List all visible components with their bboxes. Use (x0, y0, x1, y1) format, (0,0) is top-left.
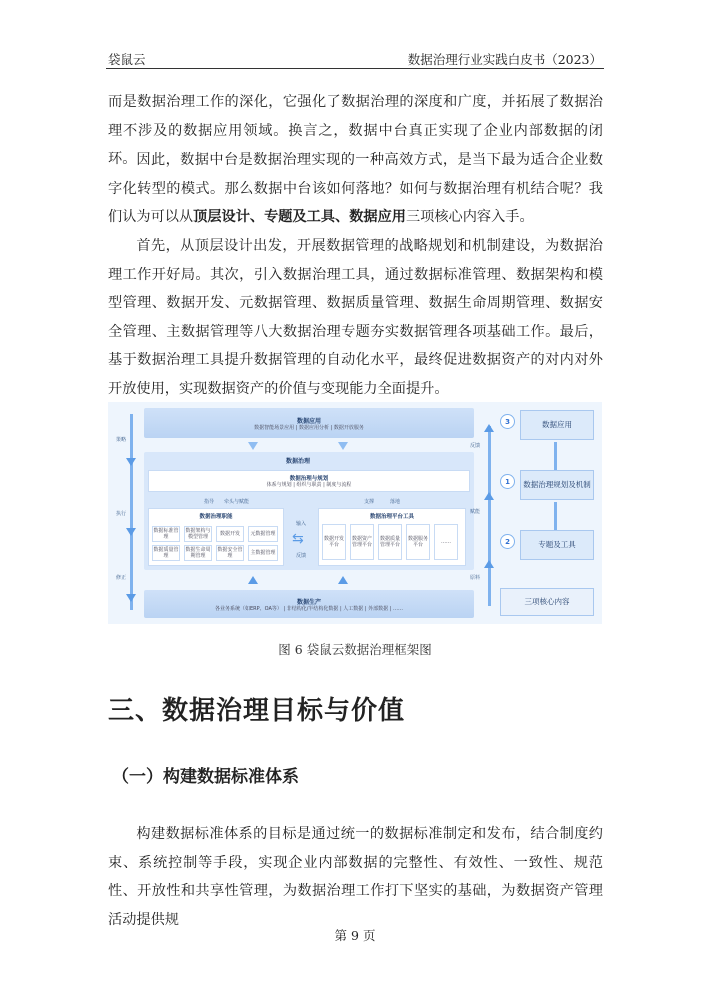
duty-item: 数据标准管理 (153, 528, 179, 540)
arrow-up-icon (484, 424, 494, 432)
duty-item: 主数据管理 (248, 545, 278, 561)
arrow-up-icon (248, 576, 258, 584)
guide-label: 指导 (204, 499, 215, 505)
duty-title: 数据治理职能 (199, 514, 233, 520)
tool-item: 数据开发平台 (322, 524, 346, 560)
tool-item: 数据资产管理平台 (350, 524, 374, 560)
subsection-heading: （一）构建数据标准体系 (112, 767, 299, 787)
step-number-1: 1 (500, 474, 515, 489)
supply-label: 落地 (390, 499, 401, 505)
step-number-2: 2 (500, 534, 515, 549)
left-label-strategy: 策略 (116, 437, 127, 443)
paragraph-2-bold: 顶层设计、专题及工具、数据应用 (193, 209, 406, 226)
plan-sub: 体系与规划 | 组织与职责 | 制度与流程 (266, 482, 352, 488)
duty-item: 元数据管理 (248, 526, 278, 542)
app-layer-title: 数据应用 (296, 417, 321, 425)
production-title: 数据生产 (296, 598, 321, 606)
right-box-tools: 专题及工具 (520, 530, 594, 560)
input-label: 输入 (296, 521, 307, 527)
tool-item: …… (434, 524, 458, 560)
right-connector (554, 502, 557, 530)
governance-framework-figure (108, 402, 602, 624)
mid-label-material: 原料 (470, 575, 481, 581)
header-doc-title: 数据治理行业实践白皮书（2023） (407, 52, 602, 67)
paragraph-4-text: 构建数据标准体系的目标是通过统一的数据标准制定和发布，结合制度约束、系统控制等手段，实现企业内部数据的完整性、有效性、一致性、规范性、开放性和共享性管理，为数据治理工作打下坚实的基础，为数据资产管理活动提供规 (108, 826, 603, 928)
production-layer (144, 590, 474, 618)
paragraph-2-text-a: 因此，数据中台是数据治理实现的一种高效方式，是当下最为适合企业数字化转型的模式。那么数据中台该如何落地？如何与数据治理有机结合呢？我们认为可以从 (108, 152, 603, 226)
paragraph-1-text: 而是数据治理工作的深化，它强化了数据治理的深度和广度，并拓展了数据治理不涉及的数据应用领域。换言之，数据中台真正实现了企业内部数据的闭环。 (108, 94, 603, 168)
arrow-down-icon (126, 594, 136, 602)
paragraph-2 (108, 146, 603, 232)
arrow-up-icon (338, 576, 348, 584)
step-number-3: 3 (500, 414, 515, 429)
duty-item: 数据安全管理 (217, 547, 243, 559)
support-label: 支撑 (364, 499, 375, 505)
right-box-app: 数据应用 (520, 410, 594, 440)
arrow-down-icon (248, 442, 258, 450)
paragraph-2-text-b: 三项核心内容入手。 (405, 209, 534, 226)
duty-item: 数据开发 (216, 526, 244, 542)
tool-item: 数据服务平台 (406, 524, 430, 560)
header-company: 袋鼠云 (108, 52, 146, 67)
arrow-down-icon (126, 458, 136, 466)
right-connector (554, 442, 557, 470)
arrow-up-icon (484, 492, 494, 500)
section-heading: 三、数据治理目标与价值 (108, 696, 406, 726)
left-label-revise: 修正 (116, 575, 127, 581)
feedback-label: 反馈 (296, 553, 307, 559)
tool-item: 数据质量管理平台 (378, 524, 402, 560)
right-flow-line (488, 426, 491, 606)
app-layer-sub: 数据智能场景应用 | 数据应用分析 | 数据开放服务 (254, 424, 364, 431)
plan-box (148, 470, 470, 492)
governance-title: 数据治理 (286, 458, 311, 465)
core-content-box: 三项核心内容 (500, 588, 594, 616)
paragraph-3-text: 首先，从顶层设计出发，开展数据管理的战略规划和机制建设，为数据治理工作开好局。其次，引入数据治理工具，通过数据标准管理、数据架构和模型管理、数据开发、元数据管理、数据质量管理、数据生命周期管理、数据安全管理、主数据管理等八大数据治理专题夯实数据管理各项基础工作。最后，基于数据治理工具提升数据管理的自动化水平，最终促进数据资产的对内对外开放使用，实现数据资产的价值与变现能力全面提升。 (108, 238, 603, 397)
plan-title: 数据治理与规划 (289, 476, 329, 482)
right-box-planning: 数据治理规划及机制 (520, 470, 594, 500)
lead-label: 牵头与赋能 (224, 499, 250, 505)
arrow-up-icon (484, 560, 494, 568)
production-sub: 各业务系统（如ERP、OA等） | 非结构化/半结构化数据 | 人工数据 | 外部数据 | …… (214, 605, 404, 612)
duty-item: 数据质量管理 (153, 547, 179, 559)
paragraph-4 (108, 820, 603, 934)
tool-title: 数据治理平台工具 (369, 514, 414, 520)
app-layer (144, 408, 474, 438)
header-rule (106, 68, 604, 69)
mid-label-empower: 赋能 (470, 509, 481, 515)
arrow-down-icon (338, 442, 348, 450)
duty-item: 数据架构与模型管理 (185, 528, 211, 540)
arrow-down-icon (126, 528, 136, 536)
page-number: 第 9 页 (334, 928, 376, 943)
left-label-execute: 执行 (116, 511, 127, 517)
left-flow-line (130, 414, 133, 610)
exchange-arrows-icon: ⇆ (292, 531, 304, 547)
duty-item: 数据生命周期管理 (185, 547, 211, 559)
paragraph-3 (108, 232, 603, 404)
mid-label-feedback: 反馈 (470, 443, 481, 449)
figure-caption: 图 6 袋鼠云数据治理框架图 (278, 642, 432, 657)
